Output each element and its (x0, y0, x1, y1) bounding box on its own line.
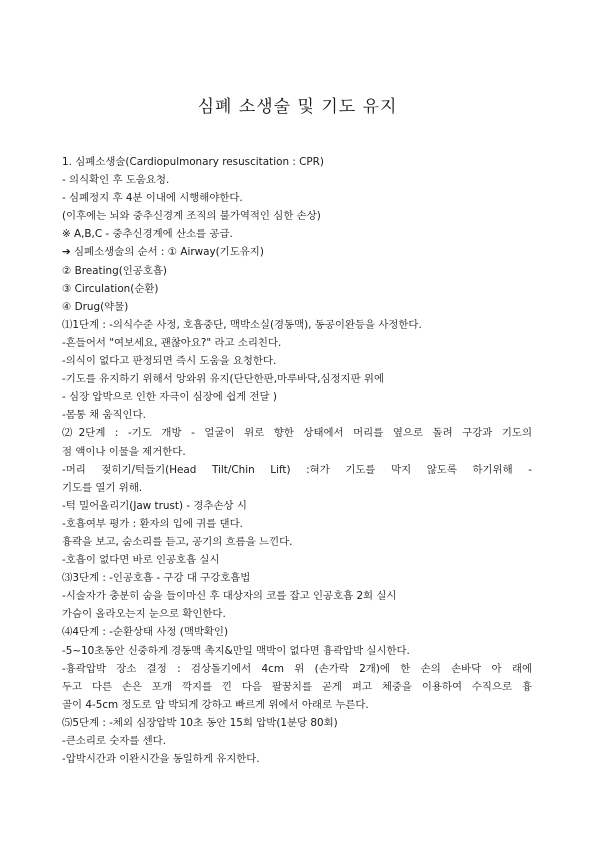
text-line: - 심장 압박으로 인한 자극이 심장에 쉽게 전달 ) (62, 391, 277, 404)
text-line: -호흡여부 평가 : 환자의 입에 귀를 댄다. (62, 517, 243, 530)
text-line: ⑸5단계 : -체외 심장압박 10초 동안 15회 압박(1분당 80회) (62, 716, 338, 729)
text-line: -기도를 유지하기 위해서 앙와위 유지(단단한판,마루바닥,심정지판 위에 (62, 373, 385, 386)
text-line: -큰소리로 숫자를 센다. (62, 735, 166, 747)
text-line: ※ A,B,C - 중추신경계에 산소를 공급. (62, 228, 233, 241)
text-line: 1. 심폐소생술(Cardiopulmonary resuscitation : CPR) (62, 156, 324, 168)
document-title: 심폐 소생술 및 기도 유지 (197, 97, 398, 117)
document-body (62, 153, 532, 768)
text-line: ④ Drug(약물) (62, 300, 129, 313)
text-line: -머리 젖히기/턱들기(Head Tilt/Chin Lift) :혀가 기도를 막지 않도록 하기위해 - (62, 463, 532, 476)
text-line: 흉곽을 보고, 숨소리를 듣고, 공기의 흐름을 느낀다. (62, 535, 293, 548)
text-line: ⑷4단계 : -순환상태 사정 (맥박확인) (62, 626, 229, 639)
text-line: -흔들어서 "여보세요, 괜찮아요?" 라고 소리친다. (62, 336, 282, 349)
text-line: ③ Circulation(순환) (62, 282, 159, 295)
text-line: -시술자가 충분히 숨을 들이마신 후 대상자의 코를 잡고 인공호흡 2회 실시 (62, 590, 397, 603)
text-line: -흉곽압박 장소 결정 : 검상돌기에서 4cm 위 (손가락 2개)에 한 손의 손바닥 아 래에 (62, 662, 532, 675)
text-line: -압박시간과 이완시간을 동일하게 유지한다. (62, 753, 260, 766)
text-line: - 의식확인 후 도움요청. (62, 174, 170, 187)
text-line: -몸통 채 움직인다. (62, 409, 146, 422)
text-line: ⑴1단계 : -의식수준 사정, 호흡중단, 맥박소실(경동맥), 동공이완등을 사정한다. (62, 318, 422, 331)
text-line: ⑵2단계 : -기도 개방 - 얼굴이 위로 향한 상태에서 머리를 옆으로 돌려 구강과 기도의 (62, 427, 532, 440)
text-line: (이후에는 뇌와 중추신경계 조직의 불가역적인 심한 손상) (62, 210, 321, 223)
text-line: -의식이 없다고 판정되면 즉시 도움을 요청한다. (62, 355, 277, 368)
text-line: ⑶3단계 : -인공호흡 - 구강 대 구강호흡법 (62, 572, 251, 585)
text-line: -5~10초동안 신중하게 경동맥 촉지&만일 맥박이 없다면 흉곽압박 실시한다. (62, 644, 410, 657)
text-line: ➔ 심폐소생술의 순서 : ① Airway(기도유지) (62, 246, 264, 259)
text-line: 골이 4-5cm 정도로 압 박되게 강하고 빠르게 위에서 아래로 누른다. (62, 698, 369, 711)
text-line: 점 액이나 이물을 제거한다. (62, 445, 186, 458)
text-line: - 심폐정지 후 4분 이내에 시행해야한다. (62, 192, 243, 205)
text-line: 두고 다른 손은 포개 깍지를 낀 다음 팔꿈치를 곧게 펴고 체중을 이용하여 수직으로 흉 (62, 680, 532, 693)
text-line: ② Breating(인공호흡) (62, 264, 167, 277)
text-line: 가슴이 올라오는지 눈으로 확인한다. (62, 608, 226, 621)
text-line: -턱 밀어올리기(Jaw trust) - 경추손상 시 (62, 499, 247, 512)
text-line: -호흡이 없다면 바로 인공호흡 실시 (62, 554, 220, 567)
text-line: 기도를 열기 위해. (62, 481, 143, 494)
